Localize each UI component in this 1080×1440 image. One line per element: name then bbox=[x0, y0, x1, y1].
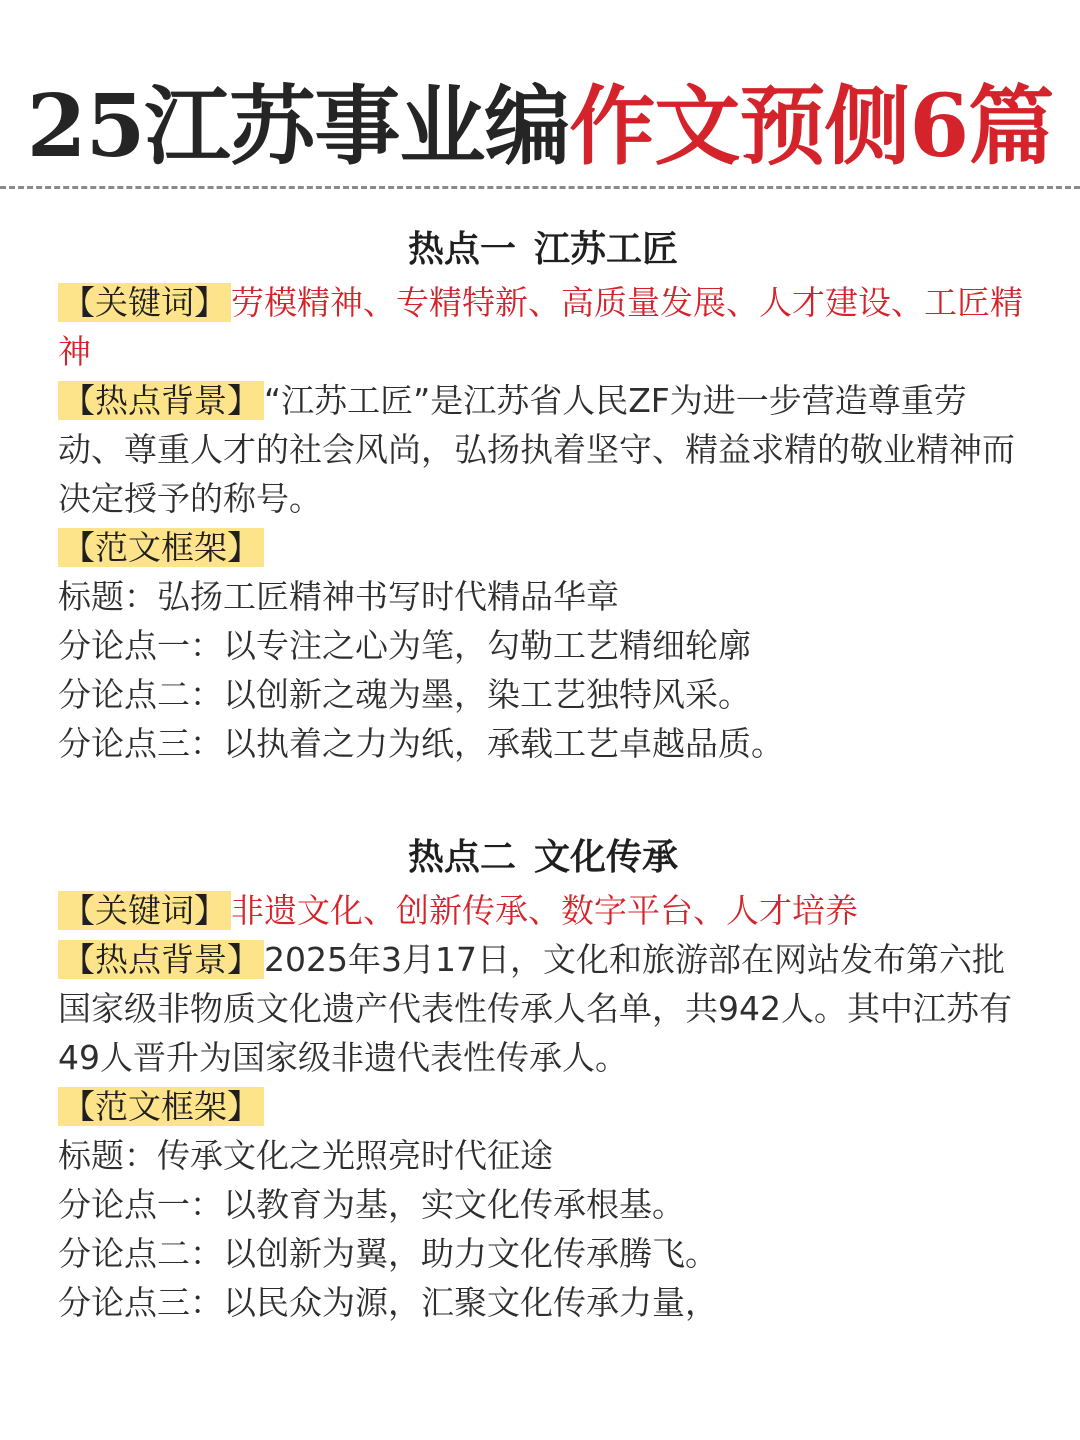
section-title-prefix: 热点二 bbox=[407, 837, 516, 878]
framework-point-3: 分论点三：以民众为源，汇聚文化传承力量， bbox=[58, 1283, 718, 1322]
section-title-prefix: 热点一 bbox=[407, 229, 516, 270]
page-title bbox=[0, 72, 1080, 182]
keywords-tag: 【关键词】 bbox=[58, 891, 231, 930]
section-title-topic: 江苏工匠 bbox=[534, 229, 679, 270]
dashed-divider bbox=[0, 186, 1080, 189]
framework-point-1: 分论点一：以专注之心为笔，勾勒工艺精细轮廓 bbox=[58, 626, 751, 665]
keywords-paragraph bbox=[58, 886, 1028, 935]
framework-title-line: 标题：传承文化之光照亮时代征途 bbox=[58, 1136, 553, 1175]
framework-point-3: 分论点三：以执着之力为纸，承载工艺卓越品质。 bbox=[58, 724, 784, 763]
keywords-tag: 【关键词】 bbox=[58, 283, 231, 322]
background-text: 2025年3月17日，文化和旅游部在网站发布第六批国家级非物质文化遗产代表性传承人名单，共942人。其中江苏有49人晋升为国家级非遗代表性传承人。 bbox=[58, 940, 1012, 1077]
framework-point-2: 分论点二：以创新为翼，助力文化传承腾飞。 bbox=[58, 1234, 718, 1273]
framework-point-1: 分论点一：以教育为基，实文化传承根基。 bbox=[58, 1185, 685, 1224]
background-paragraph bbox=[58, 935, 1028, 1082]
section-title bbox=[58, 830, 1028, 886]
keywords-text: 劳模精神、专精特新、高质量发展、人才建设、工匠精神 bbox=[58, 283, 1023, 371]
section-title bbox=[58, 222, 1028, 278]
framework-heading bbox=[58, 523, 1028, 572]
background-text: “江苏工匠”是江苏省人民ZF为进一步营造尊重劳动、尊重人才的社会风尚，弘扬执着坚守、精益求精的敬业精神而决定授予的称号。 bbox=[58, 381, 1015, 518]
hotspot-section-1 bbox=[58, 222, 1028, 768]
keywords-paragraph bbox=[58, 278, 1028, 376]
section-title-topic: 文化传承 bbox=[534, 837, 679, 878]
page-title-red: 作文预侧6篇 bbox=[569, 76, 1054, 177]
background-paragraph bbox=[58, 376, 1028, 523]
framework-heading bbox=[58, 1082, 1028, 1131]
article-body bbox=[58, 222, 1028, 1327]
page-title-dark: 25江苏事业编 bbox=[26, 76, 570, 177]
framework-point-2: 分论点二：以创新之魂为墨，染工艺独特风采。 bbox=[58, 675, 751, 714]
framework-tag: 【范文框架】 bbox=[58, 1087, 264, 1126]
hotspot-section-2 bbox=[58, 830, 1028, 1327]
background-tag: 【热点背景】 bbox=[58, 940, 264, 979]
framework-title-line: 标题：弘扬工匠精神书写时代精品华章 bbox=[58, 577, 619, 616]
framework-tag: 【范文框架】 bbox=[58, 528, 264, 567]
keywords-text: 非遗文化、创新传承、数字平台、人才培养 bbox=[231, 891, 858, 930]
background-tag: 【热点背景】 bbox=[58, 381, 264, 420]
